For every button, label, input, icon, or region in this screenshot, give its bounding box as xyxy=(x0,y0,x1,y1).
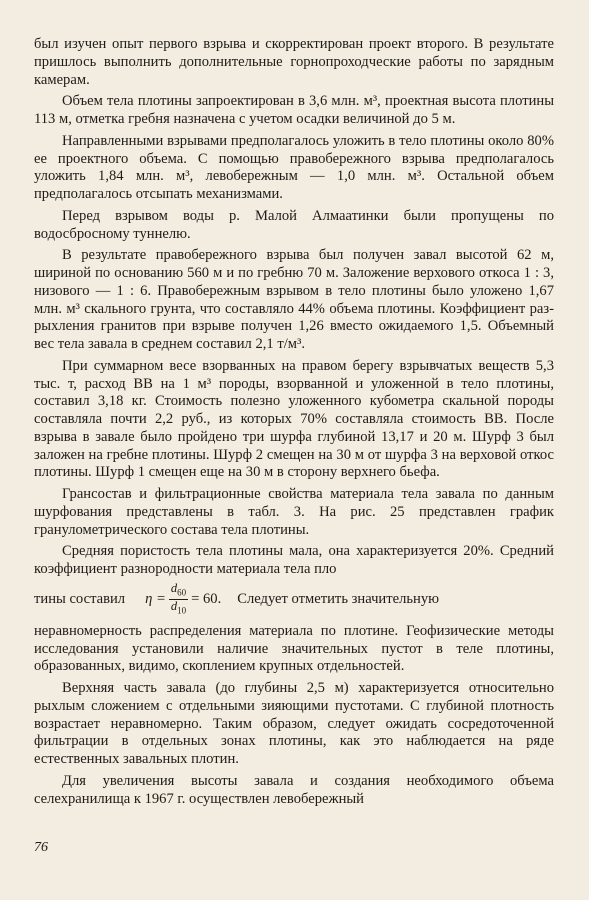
formula-numerator: $d_{60}$ xyxy=(169,582,188,601)
formula-result: = 60. xyxy=(191,590,222,607)
paragraph-5: В результате правобережного взрыва был получен завал высотой 62 м, шириной по основанию 560 м и по гребню 70 м. Заложение верхового откоса 1 : 3, низового — 1 : 6. Правобережным взрывом в тело плотины было уложено 1,67 млн. м³ скального грунта, что составляло 44% объема плотины. Коэффициент разрыхления гранитов при взрыве получен 1,26 вместо ожидаемого 1,5. Объемный вес тела завала в среднем составил 2,1 т/м³. xyxy=(34,247,554,352)
paragraph-8: Средняя пористость тела плотины мала, она характеризуется 20%. Средний коэффициент разнородности материала тела пло xyxy=(34,543,554,577)
paragraph-11: Для увеличения высоты завала и создания необходимого объема селехранилища к 1967 г. осуществлен левобережный xyxy=(34,772,554,807)
formula-denominator: $d_{10}$ xyxy=(170,599,187,616)
paragraph-4: Перед взрывом воды р. Малой Алмаатинки были пропущены по водосбросному туннелю. xyxy=(34,207,554,242)
formula-tail: Следует отметить значительную xyxy=(237,590,440,607)
page-number: 76 xyxy=(34,840,48,855)
formula-eta: η = xyxy=(145,590,166,607)
formula-line xyxy=(34,580,554,617)
paragraph-7: Грансостав и фильтрационные свойства материала тела завала по данным шурфования представлены в табл. 3. На рис. 25 представлен график гранулометрического состава тела плотины. xyxy=(34,486,554,538)
paragraph-1: был изучен опыт первого взрыва и скорректирован проект второго. В результате пришлось выполнить дополнительные горнопроходческие работы по зарядным камерам. xyxy=(34,36,554,88)
main-text xyxy=(34,36,554,808)
paragraph-6: При суммарном весе взорванных на правом берегу взрывчатых веществ 5,3 тыс. т, расход ВВ на 1 м³ породы, взорванной и уложенной в тело плотины, составил 3,18 кг. Стоимость полезно уложенного кубометра скальной породы составляла почти 2,2 руб., из которых 70% составляла стоимость ВВ. После взрыва в завале было пройдено три шурфа глубиной 13,17 и 20 м. Шурф 3 был заложен на гребне плотины. Шурф 2 смещен на 30 м от шурфа 3 на верховой откос плотины. Шурф 1 смещен еще на 30 м в сторону верхнего бьефа. xyxy=(34,357,554,481)
formula-fraction xyxy=(169,582,188,618)
paragraph-9: неравномерность распределения материала по плотине. Геофизические методы исследования установили наличие значительных пустот в теле плотины, образованных, видимо, скоплением крупных отдельностей. xyxy=(34,622,554,675)
page-body xyxy=(34,36,554,812)
paragraph-3: Направленными взрывами предполагалось уложить в тело плотины около 80% ее проектного объема. С помощью правобережного взрыва предполагалось уложить 1,84 млн. м³, левобережным — 1,0 млн. м³. Остальной объем предполагалось отсыпать механизмами. xyxy=(34,132,554,202)
paragraph-10: Верхняя часть завала (до глубины 2,5 м) характеризуется относительно рыхлым сложением с отдельными зияющими пустотами. С глубиной плотность возрастает неравномерно. Таким образом, следует ожидать сосредоточенной фильтрации в отдельных зонах плотины, как это наблюдается на ряде естественных завальных плотин. xyxy=(34,680,554,767)
paragraph-2: Объем тела плотины запроектирован в 3,6 млн. м³, проектная высота плотины 113 м, отметка гребня назначена с учетом осадки величиной до 5 м. xyxy=(34,93,554,127)
formula-lead: тины составил xyxy=(34,590,126,607)
